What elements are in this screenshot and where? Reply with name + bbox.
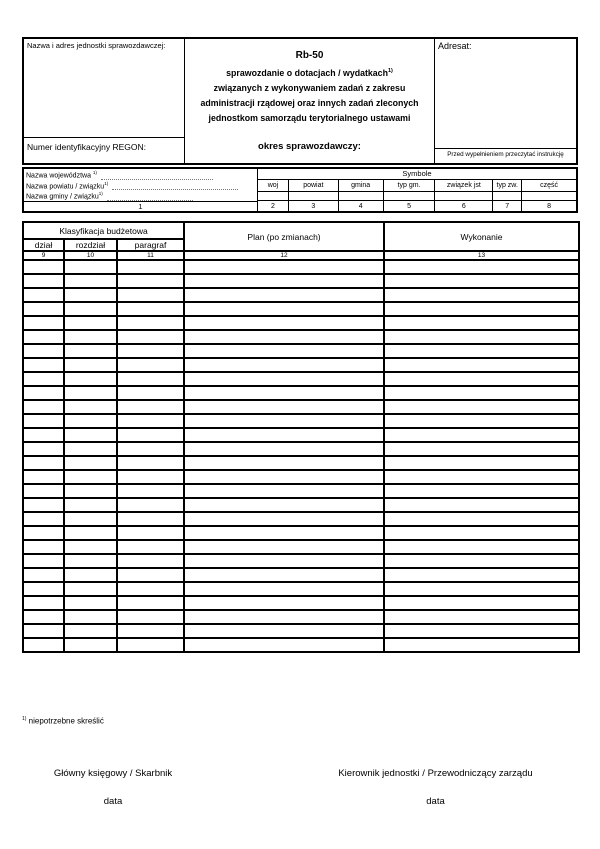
table-cell[interactable] [117,288,184,302]
table-cell[interactable] [184,274,384,288]
table-cell[interactable] [64,554,117,568]
table-cell[interactable] [117,274,184,288]
table-row [23,624,579,638]
column-number-9: 9 [23,251,64,260]
column-header-paragraf: paragraf [117,239,184,251]
table-cell[interactable] [184,400,384,414]
table-row [23,358,579,372]
table-cell[interactable] [23,428,64,442]
symbols-box [258,169,576,211]
symbol-header-cell: 6 [434,201,492,211]
table-cell[interactable] [23,582,64,596]
title-line-2: związanych z wykonywaniem zadań z zakresu [213,82,406,93]
table-cell[interactable] [23,316,64,330]
table-cell[interactable] [64,414,117,428]
table-cell[interactable] [184,386,384,400]
table-cell[interactable] [23,358,64,372]
table-cell[interactable] [184,414,384,428]
addressee-area[interactable] [435,39,576,148]
table-row [23,596,579,610]
table-row [23,344,579,358]
table-cell[interactable] [184,638,384,652]
symbol-header-cell: gmina [338,180,383,191]
table-cell[interactable] [184,316,384,330]
title-box [185,39,435,163]
reporting-period-label[interactable]: okres sprawozdawczy: [258,140,361,152]
voivodeship-name-row[interactable] [24,169,257,180]
table-cell[interactable] [64,274,117,288]
execution-header: Wykonanie [384,222,579,251]
table-cell[interactable] [184,428,384,442]
instruction-note: Przed wypełnieniem przeczytać instrukcję [435,148,576,163]
table-cell[interactable] [23,288,64,302]
title-line-3: administracji rządowej oraz innych zadań zleconych [200,97,419,108]
table-row [23,526,579,540]
table-cell[interactable] [23,302,64,316]
table-row [23,638,579,652]
table-row [23,428,579,442]
symbol-value-cell[interactable] [383,192,435,200]
symbol-value-cell[interactable] [521,192,576,200]
table-cell[interactable] [384,596,579,610]
reporting-unit-box [24,39,185,163]
unit-names-box [24,169,258,211]
table-cell[interactable] [64,596,117,610]
symbols-row-columns [258,179,576,191]
table-cell[interactable] [64,624,117,638]
table-cell[interactable] [64,582,117,596]
form-code: Rb-50 [295,50,324,61]
classification-header: Klasyfikacja budżetowa [23,222,184,239]
signature-block-right [328,768,543,807]
table-cell[interactable] [64,372,117,386]
symbol-header-cell: 5 [383,201,435,211]
table-cell[interactable] [23,624,64,638]
symbols-row-column_numbers [258,200,576,211]
symbol-header-cell: część [521,180,576,191]
addressee-box [435,39,576,163]
table-row [23,568,579,582]
table-cell[interactable] [384,274,579,288]
table-cell[interactable] [117,624,184,638]
table-cell[interactable] [23,512,64,526]
table-cell[interactable] [23,442,64,456]
table-row [23,498,579,512]
table-cell[interactable] [23,386,64,400]
plan-header: Plan (po zmianach) [184,222,384,251]
table-cell[interactable] [64,498,117,512]
table-cell[interactable] [117,400,184,414]
table-cell[interactable] [23,274,64,288]
table-cell[interactable] [384,414,579,428]
symbol-header-cell: powiat [288,180,338,191]
table-cell[interactable] [184,498,384,512]
table-row [23,414,579,428]
title-line-4: jednostkom samorządu terytorialnego ustawami [208,112,411,123]
table-cell[interactable] [184,526,384,540]
table-cell[interactable] [384,610,579,624]
table-row [23,512,579,526]
table-cell[interactable] [64,568,117,582]
table-cell[interactable] [64,484,117,498]
table-cell[interactable] [384,470,579,484]
title-line-1 [185,64,434,81]
table-row [23,316,579,330]
reporting-unit-label: Nazwa i adres jednostki sprawozdawczej: [27,41,166,50]
table-cell[interactable] [117,442,184,456]
table-row [23,302,579,316]
table-cell[interactable] [23,484,64,498]
table-cell[interactable] [184,372,384,386]
table-cell[interactable] [184,260,384,274]
table-cell[interactable] [117,372,184,386]
table-cell[interactable] [64,428,117,442]
table-row [23,274,579,288]
column-number-10: 10 [64,251,117,260]
table-cell[interactable] [184,568,384,582]
regon-area[interactable] [24,137,184,163]
signature-right-date-label: data [426,796,445,807]
table-cell[interactable] [64,526,117,540]
table-cell[interactable] [64,358,117,372]
table-cell[interactable] [384,624,579,638]
table-cell[interactable] [184,288,384,302]
table-cell[interactable] [117,554,184,568]
symbol-header-cell: 4 [338,201,383,211]
table-cell[interactable] [23,568,64,582]
table-cell[interactable] [117,610,184,624]
symbol-header-cell: typ zw. [492,180,521,191]
table-cell[interactable] [23,344,64,358]
table-cell[interactable] [384,344,579,358]
table-cell[interactable] [23,456,64,470]
column-number-11: 11 [117,251,184,260]
table-cell[interactable] [384,526,579,540]
signature-left-title: Główny księgowy / Skarbnik [53,768,173,779]
table-cell[interactable] [184,512,384,526]
table-cell[interactable] [384,512,579,526]
table-cell[interactable] [64,512,117,526]
column-number-12: 12 [184,251,384,260]
table-row [23,540,579,554]
table-cell[interactable] [184,344,384,358]
symbol-value-cell[interactable] [338,192,383,200]
table-cell[interactable] [23,610,64,624]
county-fill-line[interactable] [112,183,238,190]
table-cell[interactable] [384,582,579,596]
table-cell[interactable] [23,526,64,540]
table-row [23,400,579,414]
table-cell[interactable] [23,470,64,484]
table-cell[interactable] [184,442,384,456]
table-row [23,582,579,596]
table-cell[interactable] [117,386,184,400]
table-cell[interactable] [384,260,579,274]
table-cell[interactable] [384,484,579,498]
table-row [23,386,579,400]
table-cell[interactable] [384,400,579,414]
table-cell[interactable] [384,442,579,456]
table-cell[interactable] [117,358,184,372]
symbols-row-values [258,191,576,200]
table-row [23,456,579,470]
table-cell[interactable] [117,582,184,596]
names-column-number: 1 [24,201,257,212]
table-cell[interactable] [384,358,579,372]
table-row [23,442,579,456]
table-cell[interactable] [64,330,117,344]
table-cell[interactable] [184,540,384,554]
table-cell[interactable] [117,596,184,610]
column-number-13: 13 [384,251,579,260]
table-cell[interactable] [117,260,184,274]
table-cell[interactable] [184,554,384,568]
title-line-1-text: sprawozdanie o dotacjach / wydatkach [226,67,388,78]
symbol-value-cell[interactable] [258,192,288,200]
signature-right-title: Kierownik jednostki / Przewodniczący zarządu [338,768,533,779]
table-row [23,484,579,498]
table-cell[interactable] [64,260,117,274]
symbol-header-cell: 3 [288,201,338,211]
table-cell[interactable] [117,414,184,428]
table-row [23,260,579,274]
table-cell[interactable] [23,400,64,414]
table-cell[interactable] [117,428,184,442]
table-cell[interactable] [64,456,117,470]
table-cell[interactable] [184,456,384,470]
symbol-header-cell: 2 [270,202,275,210]
table-cell[interactable] [384,498,579,512]
commune-fill-line[interactable] [107,194,193,201]
table-cell[interactable] [117,330,184,344]
table-cell[interactable] [64,386,117,400]
voivodeship-fill-line[interactable] [101,173,213,180]
table-cell[interactable] [117,638,184,652]
table-cell[interactable] [384,386,579,400]
table-cell[interactable] [184,484,384,498]
symbols-title: Symbole [402,169,432,178]
table-cell[interactable] [384,568,579,582]
symbol-header-cell: związek jst [434,180,492,191]
symbol-header-cell: 7 [492,201,521,211]
table-cell[interactable] [117,540,184,554]
footnote [22,716,104,726]
table-cell[interactable] [23,372,64,386]
table-cell[interactable] [184,596,384,610]
table-cell[interactable] [384,316,579,330]
county-name-row[interactable] [24,180,257,191]
footnote-text: niepotrzebne skreślić [26,716,104,726]
table-cell[interactable] [384,288,579,302]
table-cell[interactable] [64,540,117,554]
table-row [23,610,579,624]
table-cell[interactable] [23,596,64,610]
symbol-header-cell: woj [267,182,279,189]
table-cell[interactable] [117,526,184,540]
names-symbols-block [22,167,578,213]
footnote-marker: 1) [22,716,27,722]
table-cell[interactable] [64,400,117,414]
commune-label: Nazwa gminy / związku$^{1)}$ [26,191,103,201]
budget-table [22,221,580,653]
table-cell[interactable] [23,638,64,652]
title-footnote-ref: 1) [387,68,393,74]
table-cell[interactable] [117,456,184,470]
table-cell[interactable] [184,470,384,484]
table-cell[interactable] [384,372,579,386]
table-cell[interactable] [117,568,184,582]
table-cell[interactable] [117,484,184,498]
table-cell[interactable] [64,442,117,456]
table-cell[interactable] [384,428,579,442]
column-header-dzial: dział [23,239,64,251]
table-row [23,330,579,344]
header-block [22,37,578,165]
table-cell[interactable] [23,498,64,512]
table-cell[interactable] [64,302,117,316]
table-cell[interactable] [64,610,117,624]
table-cell[interactable] [384,554,579,568]
table-cell[interactable] [64,470,117,484]
main-table-body [23,260,579,652]
symbol-value-cell[interactable] [288,192,338,200]
table-cell[interactable] [384,302,579,316]
table-cell[interactable] [117,316,184,330]
table-cell[interactable] [64,288,117,302]
table-cell[interactable] [23,540,64,554]
signature-block-left [28,768,198,807]
symbol-header-cell: typ gm. [383,180,435,191]
regon-label: Numer identyfikacyjny REGON: [27,142,147,152]
table-cell[interactable] [384,638,579,652]
table-row [23,372,579,386]
table-row [23,288,579,302]
symbol-value-cell[interactable] [492,192,521,200]
table-cell[interactable] [184,358,384,372]
table-cell[interactable] [64,316,117,330]
table-cell[interactable] [384,456,579,470]
table-row [23,470,579,484]
table-cell[interactable] [117,470,184,484]
county-label: Nazwa powiatu / związku$^{1)}$ [26,180,109,190]
table-cell[interactable] [64,638,117,652]
table-row [23,554,579,568]
column-header-rozdzial: rozdział [64,239,117,251]
table-cell[interactable] [184,330,384,344]
symbol-header-cell: 8 [521,201,576,211]
table-cell[interactable] [117,512,184,526]
table-cell[interactable] [184,624,384,638]
table-cell[interactable] [23,330,64,344]
table-cell[interactable] [23,414,64,428]
signature-left-date-label: data [103,796,123,807]
addressee-label: Adresat: [438,41,472,51]
table-cell[interactable] [117,302,184,316]
symbol-value-cell[interactable] [434,192,492,200]
table-cell[interactable] [384,330,579,344]
table-cell[interactable] [23,554,64,568]
table-cell[interactable] [184,582,384,596]
table-cell[interactable] [117,344,184,358]
table-cell[interactable] [23,260,64,274]
voivodeship-label: Nazwa województwa $^{1)}$ [26,170,97,180]
commune-name-row[interactable] [24,190,257,201]
table-cell[interactable] [184,610,384,624]
table-cell[interactable] [117,498,184,512]
table-cell[interactable] [184,302,384,316]
table-cell[interactable] [384,540,579,554]
reporting-unit-area[interactable] [24,39,184,137]
table-cell[interactable] [64,344,117,358]
